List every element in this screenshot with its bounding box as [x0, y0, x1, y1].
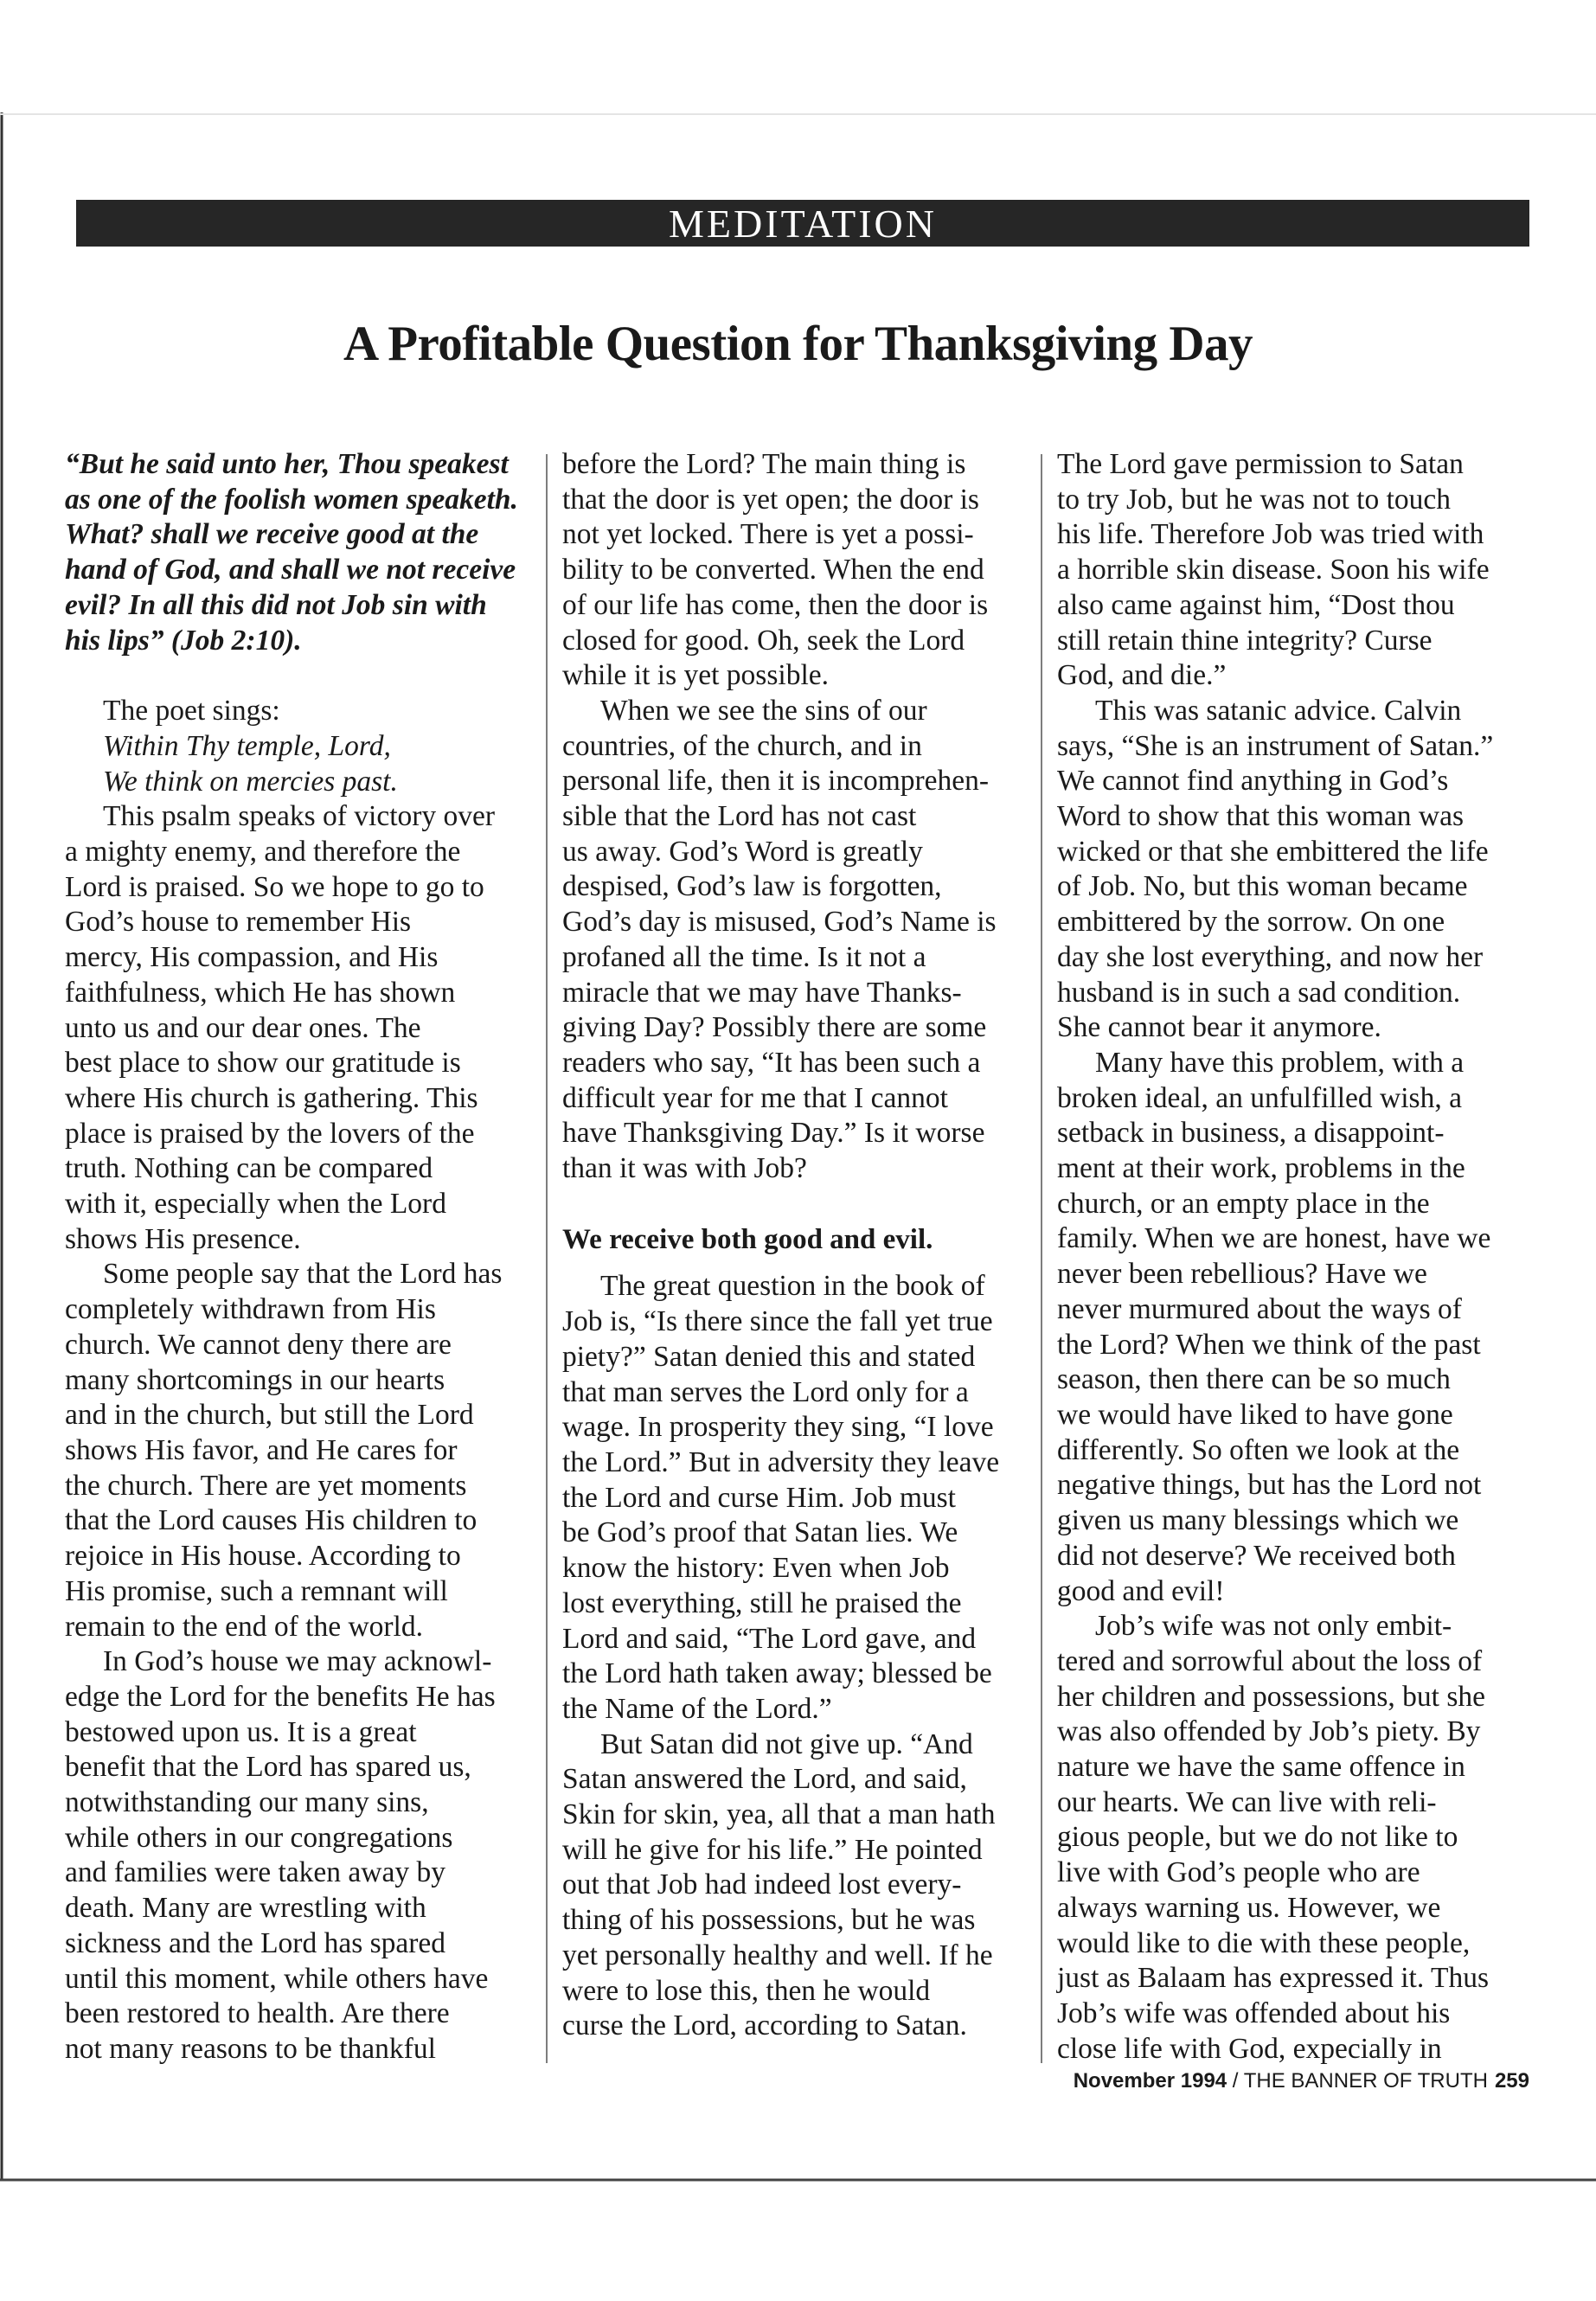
text-line: bility to be converted. When the end — [562, 554, 984, 586]
text-line: curse the Lord, according to Satan. — [562, 2009, 967, 2042]
text-line: never murmured about the ways of — [1057, 1292, 1462, 1325]
footer-date: November 1994 — [1073, 2069, 1227, 2093]
text-line: before the Lord? The main thing is — [562, 448, 966, 480]
text-line: Job is, “Is there since the fall yet true — [562, 1305, 993, 1338]
text-line: day she lost everything, and now her — [1057, 940, 1484, 973]
text-line: sickness and the Lord has spared — [65, 1926, 446, 1959]
text-line: also came against him, “Dost thou — [1057, 588, 1455, 621]
text-line: In God’s house we may acknowl- — [103, 1645, 492, 1678]
text-line: His promise, such a remnant will — [65, 1574, 448, 1607]
text-line: and in the church, but still the Lord — [65, 1399, 474, 1432]
text-line: been restored to health. Are there — [65, 1997, 450, 2030]
text-line: just as Balaam has expressed it. Thus — [1057, 1962, 1489, 1995]
text-line: benefit that the Lord has spared us, — [65, 1751, 471, 1784]
text-line: piety?” Satan denied this and stated — [562, 1340, 976, 1373]
text-line: of Job. No, but this woman became — [1057, 870, 1468, 903]
text-line: have Thanksgiving Day.” Is it worse — [562, 1117, 985, 1150]
text-line: nature we have the same offence in — [1057, 1751, 1465, 1784]
text-line: still retain thine integrity? Curse — [1057, 624, 1433, 657]
text-line: miracle that we may have Thanks- — [562, 976, 962, 1009]
text-line: says, “She is an instrument of Satan.” — [1057, 729, 1494, 762]
footer-publication: THE BANNER OF TRUTH — [1243, 2069, 1488, 2093]
text-line: good and evil! — [1057, 1574, 1225, 1607]
text-line: never been rebellious? Have we — [1057, 1258, 1427, 1291]
text-line: will he give for his life.” He pointed — [562, 1833, 983, 1866]
epigraph-line: evil? In all this did not Job sin with — [65, 588, 487, 621]
column-3 — [1057, 447, 1529, 2067]
text-line: and families were taken away by — [65, 1856, 445, 1889]
verse-line: Within Thy temple, Lord, — [103, 729, 391, 762]
text-line: yet personally healthy and well. If he — [562, 1939, 993, 1971]
text-line: the church. There are yet moments — [65, 1469, 467, 1502]
text-line: lost everything, still he praised the — [562, 1586, 962, 1619]
epigraph-line: “But he said unto her, Thou speakest — [65, 448, 509, 480]
text-line: mercy, His compassion, and His — [65, 941, 439, 974]
text-line: his life. Therefore Job was tried with — [1057, 518, 1484, 551]
text-line: our hearts. We can live with reli- — [1057, 1785, 1437, 1818]
text-line: Job’s wife was offended about his — [1057, 1997, 1451, 2029]
text-line: were to lose this, then he would — [562, 1974, 931, 2007]
text-line: place is praised by the lovers of the — [65, 1117, 475, 1150]
text-line: wicked or that she embittered the life — [1057, 835, 1489, 868]
section-subheading: We receive both good and evil. — [562, 1223, 933, 1255]
text-line: know the history: Even when Job — [562, 1552, 950, 1585]
text-line: wage. In prosperity they sing, “I love — [562, 1411, 994, 1444]
text-line: Some people say that the Lord has — [103, 1258, 503, 1291]
text-line: us away. God’s Word is greatly — [562, 835, 923, 868]
text-line: the Lord.” But in adversity they leave — [562, 1445, 1000, 1478]
text-line: close life with God, expecially in — [1057, 2032, 1442, 2065]
text-line: edge the Lord for the benefits He has — [65, 1680, 496, 1713]
text-line: shows His favor, and He cares for — [65, 1433, 458, 1466]
text-line: When we see the sins of our — [600, 694, 927, 727]
text-line: embittered by the sorrow. On one — [1057, 906, 1445, 939]
text-line: ment at their work, problems in the — [1057, 1152, 1465, 1185]
text-line: Satan answered the Lord, and said, — [562, 1763, 967, 1796]
text-line: giving Day? Possibly there are some — [562, 1011, 987, 1044]
text-line: the Name of the Lord.” — [562, 1692, 832, 1725]
text-line: church. We cannot deny there are — [65, 1328, 452, 1361]
text-line: the Lord hath taken away; blessed be — [562, 1657, 992, 1690]
text-line: unto us and our dear ones. The — [65, 1011, 421, 1044]
text-line: shows His presence. — [65, 1222, 301, 1255]
text-line: Lord is praised. So we hope to go to — [65, 870, 484, 903]
text-line: closed for good. Oh, seek the Lord — [562, 624, 965, 657]
text-line: was also offended by Job’s piety. By — [1057, 1715, 1481, 1748]
text-line: setback in business, a disappoint- — [1057, 1117, 1445, 1150]
epigraph-line: What? shall we receive good at the — [65, 518, 479, 551]
section-banner: MEDITATION — [76, 200, 1529, 247]
column-2 — [562, 447, 1025, 2044]
column-1 — [65, 447, 545, 2067]
text-line: not yet locked. There is yet a possi- — [562, 518, 974, 551]
text-line: bestowed upon us. It is a great — [65, 1715, 417, 1748]
text-line: God’s day is misused, God’s Name is — [562, 906, 997, 939]
text-line: given us many blessings which we — [1057, 1504, 1459, 1537]
epigraph-line: as one of the foolish women speaketh. — [65, 483, 518, 516]
text-line: while others in our congregations — [65, 1821, 453, 1854]
text-line: a mighty enemy, and therefore the — [65, 836, 461, 868]
text-line: to try Job, but he was not to touch — [1057, 483, 1451, 516]
text-line: notwithstanding our many sins, — [65, 1786, 429, 1819]
column-divider — [546, 454, 548, 2063]
text-line: that the Lord causes His children to — [65, 1504, 478, 1537]
text-line: difficult year for me that I cannot — [562, 1081, 948, 1114]
page-footer — [1057, 2069, 1529, 2093]
text-line: Lord and said, “The Lord gave, and — [562, 1622, 977, 1655]
text-line: This psalm speaks of victory over — [103, 800, 496, 833]
text-line: despised, God’s law is forgotten, — [562, 870, 942, 903]
page-number: 259 — [1494, 2069, 1529, 2093]
text-line: completely withdrawn from His — [65, 1293, 436, 1326]
text-line: broken ideal, an unfulfilled wish, a — [1057, 1081, 1462, 1114]
text-line: thing of his possessions, but he was — [562, 1904, 976, 1937]
text-line: God, and die.” — [1057, 659, 1227, 692]
text-line: a horrible skin disease. Soon his wife — [1057, 554, 1490, 586]
verse-line: We think on mercies past. — [103, 765, 398, 798]
text-line: always warning us. However, we — [1057, 1891, 1441, 1924]
epigraph-line: his lips” (Job 2:10). — [65, 624, 302, 657]
text-line: live with God’s people who are — [1057, 1856, 1420, 1889]
text-line: tered and sorrowful about the loss of — [1057, 1644, 1483, 1677]
text-line: Word to show that this woman was — [1057, 800, 1464, 833]
text-line: church, or an empty place in the — [1057, 1187, 1430, 1220]
article-title: A Profitable Question for Thanksgiving Day — [343, 317, 1253, 371]
text-line: We cannot find anything in God’s — [1057, 765, 1449, 798]
text-line: But Satan did not give up. “And — [600, 1727, 973, 1760]
text-line: sible that the Lord has not cast — [562, 800, 917, 833]
text-line: Skin for skin, yea, all that a man hath — [562, 1798, 996, 1831]
text-line: God’s house to remember His — [65, 906, 412, 939]
text-line: best place to show our gratitude is — [65, 1047, 461, 1080]
column-divider — [1041, 454, 1042, 2063]
text-line: season, then there can be so much — [1057, 1363, 1451, 1396]
text-line: not many reasons to be thankful — [65, 2032, 436, 2065]
text-line: the Lord? When we think of the past — [1057, 1328, 1481, 1361]
text-line: Many have this problem, with a — [1095, 1046, 1465, 1079]
epigraph-line: hand of God, and shall we not receive — [65, 554, 516, 586]
text-line: remain to the end of the world. — [65, 1610, 423, 1643]
text-line: be God’s proof that Satan lies. We — [562, 1516, 958, 1549]
text-line: that the door is yet open; the door is — [562, 483, 979, 516]
text-line: personal life, then it is incomprehen- — [562, 765, 990, 798]
text-line: countries, of the church, and in — [562, 729, 922, 762]
text-line: out that Job had indeed lost every- — [562, 1868, 962, 1901]
text-line: that man serves the Lord only for a — [562, 1375, 969, 1408]
text-line: her children and possessions, but she — [1057, 1680, 1485, 1713]
text-line: family. When we are honest, have we — [1057, 1222, 1491, 1255]
text-line: The poet sings: — [103, 695, 280, 727]
text-line: gious people, but we do not like to — [1057, 1821, 1458, 1854]
text-line: where His church is gathering. This — [65, 1081, 478, 1114]
text-line: with it, especially when the Lord — [65, 1188, 446, 1221]
text-line: rejoice in His house. According to — [65, 1540, 461, 1573]
text-line: the Lord and curse Him. Job must — [562, 1481, 956, 1514]
text-line: truth. Nothing can be compared — [65, 1152, 433, 1185]
text-line: negative things, but has the Lord not — [1057, 1469, 1482, 1502]
text-line: The great question in the book of — [600, 1270, 985, 1303]
text-line: Job’s wife was not only embit- — [1095, 1610, 1452, 1643]
text-line: differently. So often we look at the — [1057, 1433, 1460, 1466]
text-line: of our life has come, then the door is — [562, 588, 989, 621]
text-line: profaned all the time. Is it not a — [562, 940, 926, 973]
text-line: did not deserve? We received both — [1057, 1539, 1456, 1572]
text-line: many shortcomings in our hearts — [65, 1363, 445, 1396]
text-line: readers who say, “It has been such a — [562, 1046, 981, 1079]
text-line: while it is yet possible. — [562, 659, 829, 692]
text-line: faithfulness, which He has shown — [65, 976, 456, 1009]
text-line: husband is in such a sad condition. — [1057, 976, 1461, 1009]
text-line: we would have liked to have gone — [1057, 1398, 1453, 1431]
text-line: She cannot bear it anymore. — [1057, 1011, 1381, 1044]
text-line: would like to die with these people, — [1057, 1926, 1471, 1959]
text-line: death. Many are wrestling with — [65, 1892, 426, 1925]
text-line: The Lord gave permission to Satan — [1057, 448, 1464, 480]
text-line: than it was with Job? — [562, 1152, 807, 1185]
footer-separator: / — [1227, 2069, 1244, 2093]
text-line: This was satanic advice. Calvin — [1095, 694, 1462, 727]
text-line: until this moment, while others have — [65, 1962, 489, 1995]
